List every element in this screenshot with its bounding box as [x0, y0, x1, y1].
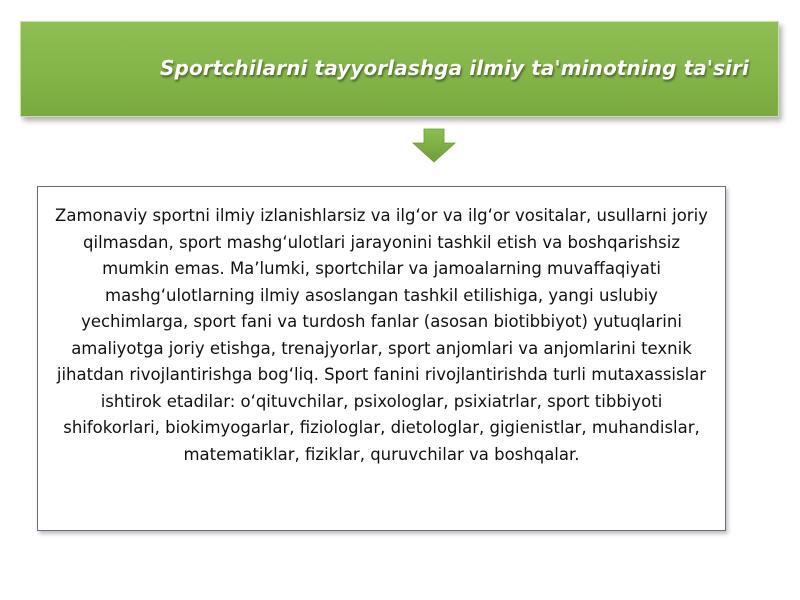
- title-banner: [20, 21, 779, 117]
- slide-title: Sportchilarni tayyorlashga ilmiy ta'minotning ta'siri: [160, 56, 749, 80]
- content-box: [37, 186, 726, 531]
- body-paragraph: Zamonaviy sportni ilmiy izlanishlarsiz va ilgʻor va ilgʻor vositalar, usullarni joriy qilmasdan, sport mashgʻulotlari jarayonini tashkil etish va boshqarishsiz mumkin emas. Maʼlumki, sportchilar va jamoalarning muvaffaqiyati mashgʻulotlarning ilmiy asoslangan tashkil etilishiga, yangi uslubiy yechimlarga, sport fani va turdosh fanlar (asosan biotibbiyot) yutuqlarini amaliyotga joriy etishga, trenajyorlar, sport anjomlari va anjomlarini texnik jihatdan rivojlantirishga bogʻliq. Sport fanini rivojlantirishda turli mutaxassislar ishtirok etadilar: oʻqituvchilar, psixologlar, psixiatrlar, sport tibbiyoti shifokorlari, biokimyogarlar, fiziologlar, dietologlar, gigienistlar, muhandislar, matematiklar, fiziklar, quruvchilar va boshqalar.: [55, 206, 708, 464]
- arrow-down-icon: [411, 128, 457, 164]
